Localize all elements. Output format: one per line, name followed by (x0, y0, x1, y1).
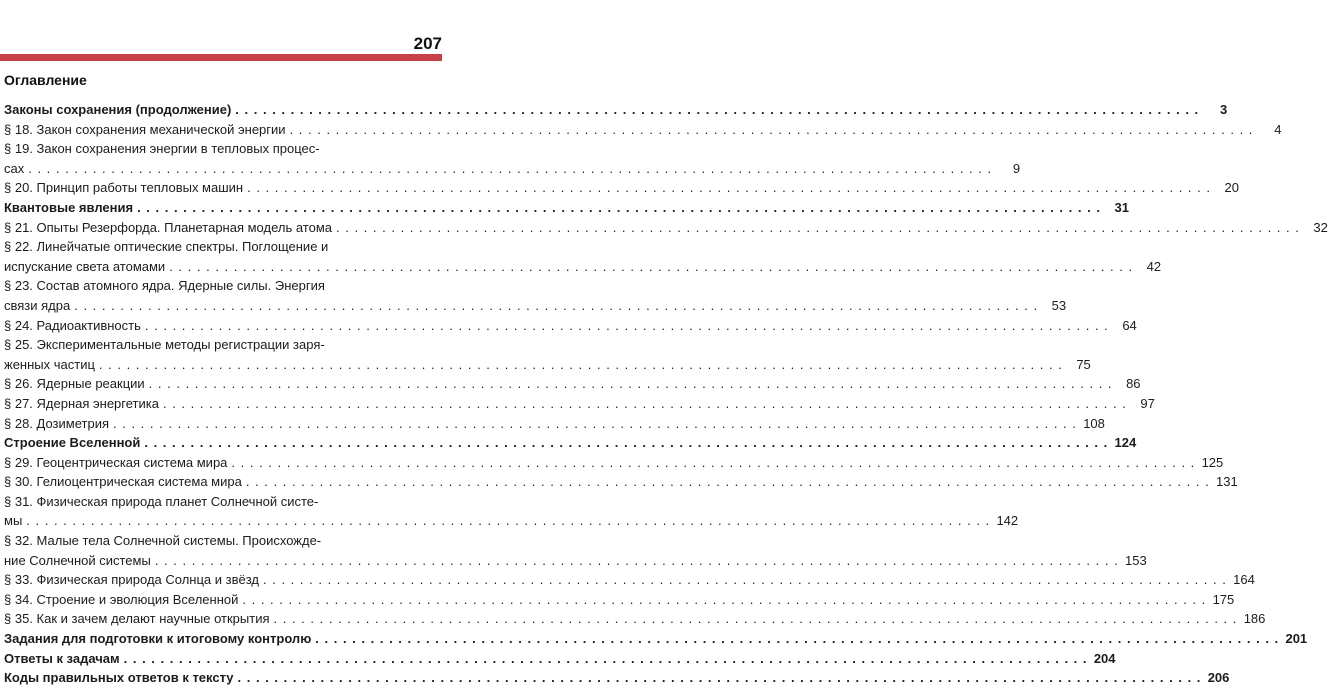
toc-entry (4, 316, 1137, 336)
dot-leader (246, 472, 1210, 492)
toc-entry-text: § 23. Состав атомного ядра. Ядерные силы. Энергия (4, 278, 325, 294)
toc-section-heading (4, 668, 1230, 688)
dot-leader (26, 511, 990, 531)
dot-leader (242, 590, 1206, 610)
toc-entry (4, 531, 1147, 570)
toc-page-number: 75 (1076, 356, 1091, 372)
dot-leader (155, 551, 1119, 571)
dot-leader (238, 668, 1202, 688)
toc-entry (4, 276, 1067, 315)
toc-page-number: 4 (1274, 121, 1282, 137)
dot-leader (315, 629, 1279, 649)
toc-entry-text: § 28. Дозиметрия (4, 415, 110, 431)
toc-entry-text: испускание света атомами (4, 258, 166, 274)
dot-leader (113, 414, 1077, 434)
toc-section-heading (4, 198, 1129, 218)
dot-leader (263, 570, 1227, 590)
header-rule (0, 54, 442, 61)
toc-page-number: 97 (1140, 395, 1155, 411)
toc-page-number: 20 (1224, 180, 1239, 196)
toc-entry-text: § 27. Ядерная энергетика (4, 395, 159, 411)
dot-leader (74, 296, 1038, 316)
toc-entry-text: сах (4, 160, 25, 176)
toc-entry (4, 590, 1235, 610)
toc-page-number: 164 (1233, 572, 1255, 588)
dot-leader (149, 374, 1113, 394)
toc-page-number: 153 (1125, 552, 1147, 568)
toc-page-number: 131 (1216, 474, 1238, 490)
toc-entry-text: Задания для подготовки к итоговому контролю (4, 631, 312, 647)
toc-entry-text: Строение Вселенной (4, 435, 141, 451)
dot-leader (290, 120, 1254, 140)
toc-entry-text: § 34. Строение и эволюция Вселенной (4, 591, 239, 607)
toc-entry (4, 120, 1282, 140)
dot-leader (169, 257, 1133, 277)
toc-entry (4, 472, 1238, 492)
toc-entry-text: § 25. Экспериментальные методы регистрации заря- (4, 337, 325, 353)
toc-entry-text: § 29. Геоцентрическая система мира (4, 454, 228, 470)
toc-entry-text: § 21. Опыты Резерфорда. Планетарная модель атома (4, 219, 332, 235)
toc-entry-text: § 19. Закон сохранения энергии в тепловых процес- (4, 141, 320, 157)
toc-entry (4, 374, 1141, 394)
toc-entry-text: § 30. Гелиоцентрическая система мира (4, 474, 242, 490)
toc-entry-text: § 18. Закон сохранения механической энергии (4, 121, 286, 137)
dot-leader (124, 649, 1088, 669)
dot-leader (99, 355, 1063, 375)
toc-entry (4, 218, 1328, 238)
toc-page-number: 32 (1313, 219, 1328, 235)
toc-entry-text: ние Солнечной системы (4, 552, 151, 568)
toc-page-number: 125 (1201, 454, 1224, 470)
page-number: 207 (413, 34, 442, 53)
toc-entry-text: Законы сохранения (продолжение) (4, 102, 232, 117)
toc-page-number: 108 (1083, 415, 1105, 431)
toc-entry-text: § 26. Ядерные реакции (4, 376, 145, 392)
toc-entry (4, 609, 1266, 629)
toc-page-number: 64 (1122, 317, 1137, 333)
toc-entry-text: § 35. Как и зачем делают научные открытия (4, 611, 270, 627)
toc-page-number: 206 (1207, 670, 1230, 686)
toc-page-number: 42 (1146, 258, 1162, 274)
dot-leader (336, 218, 1300, 238)
toc-section-heading (4, 100, 1228, 120)
toc-section-heading (4, 629, 1308, 649)
toc-page-number: 53 (1051, 297, 1067, 313)
toc-page-number: 86 (1126, 376, 1141, 392)
toc-entry-text: мы (4, 513, 23, 529)
dot-leader (231, 453, 1195, 473)
dot-leader (163, 394, 1127, 414)
dot-leader (144, 433, 1108, 453)
toc-page-number: 186 (1243, 611, 1266, 627)
toc-entry (4, 178, 1239, 198)
toc-entry-text: § 20. Принцип работы тепловых машин (4, 180, 244, 196)
toc-entry (4, 414, 1105, 434)
toc-entry-text: § 33. Физическая природа Солнца и звёзд (4, 572, 259, 588)
toc-page-number: 124 (1114, 435, 1137, 451)
toc-entry (4, 394, 1155, 414)
dot-leader (137, 198, 1101, 218)
toc-page-number: 204 (1093, 650, 1116, 666)
toc-page-number: 3 (1219, 102, 1228, 117)
toc-entry (4, 492, 1019, 531)
dot-leader (235, 100, 1199, 120)
dot-leader (247, 178, 1211, 198)
toc-entry-text: Коды правильных ответов к тексту (4, 670, 234, 686)
toc-entry-text: § 32. Малые тела Солнечной системы. Происхожде- (4, 533, 322, 549)
toc-section-heading (4, 433, 1137, 453)
toc-entry (4, 335, 1091, 374)
toc-page-number: 31 (1114, 199, 1129, 215)
table-of-contents (4, 100, 1328, 688)
toc-entry-text: Ответы к задачам (4, 650, 120, 666)
toc-entry-text: § 24. Радиоактивность (4, 317, 141, 333)
toc-page-number: 9 (1012, 160, 1021, 176)
toc-entry (4, 237, 1162, 276)
toc-entry (4, 139, 1021, 178)
toc-entry-text: Квантовые явления (4, 199, 134, 215)
toc-entry-text: связи ядра (4, 297, 71, 313)
dot-leader (145, 316, 1109, 336)
toc-entry-text: § 31. Физическая природа планет Солнечной систе- (4, 493, 319, 509)
toc-entry (4, 570, 1255, 590)
dot-leader (28, 159, 992, 179)
toc-page-number: 201 (1285, 631, 1308, 647)
toc-entry (4, 453, 1224, 473)
toc-page-number: 142 (996, 513, 1019, 529)
toc-entry-text: женных частиц (4, 356, 95, 372)
page-title: Оглавление (4, 72, 87, 88)
toc-page-number: 175 (1212, 591, 1235, 607)
toc-entry-text: § 22. Линейчатые оптические спектры. Поглощение и (4, 239, 329, 255)
dot-leader (274, 609, 1238, 629)
toc-section-heading (4, 649, 1116, 669)
